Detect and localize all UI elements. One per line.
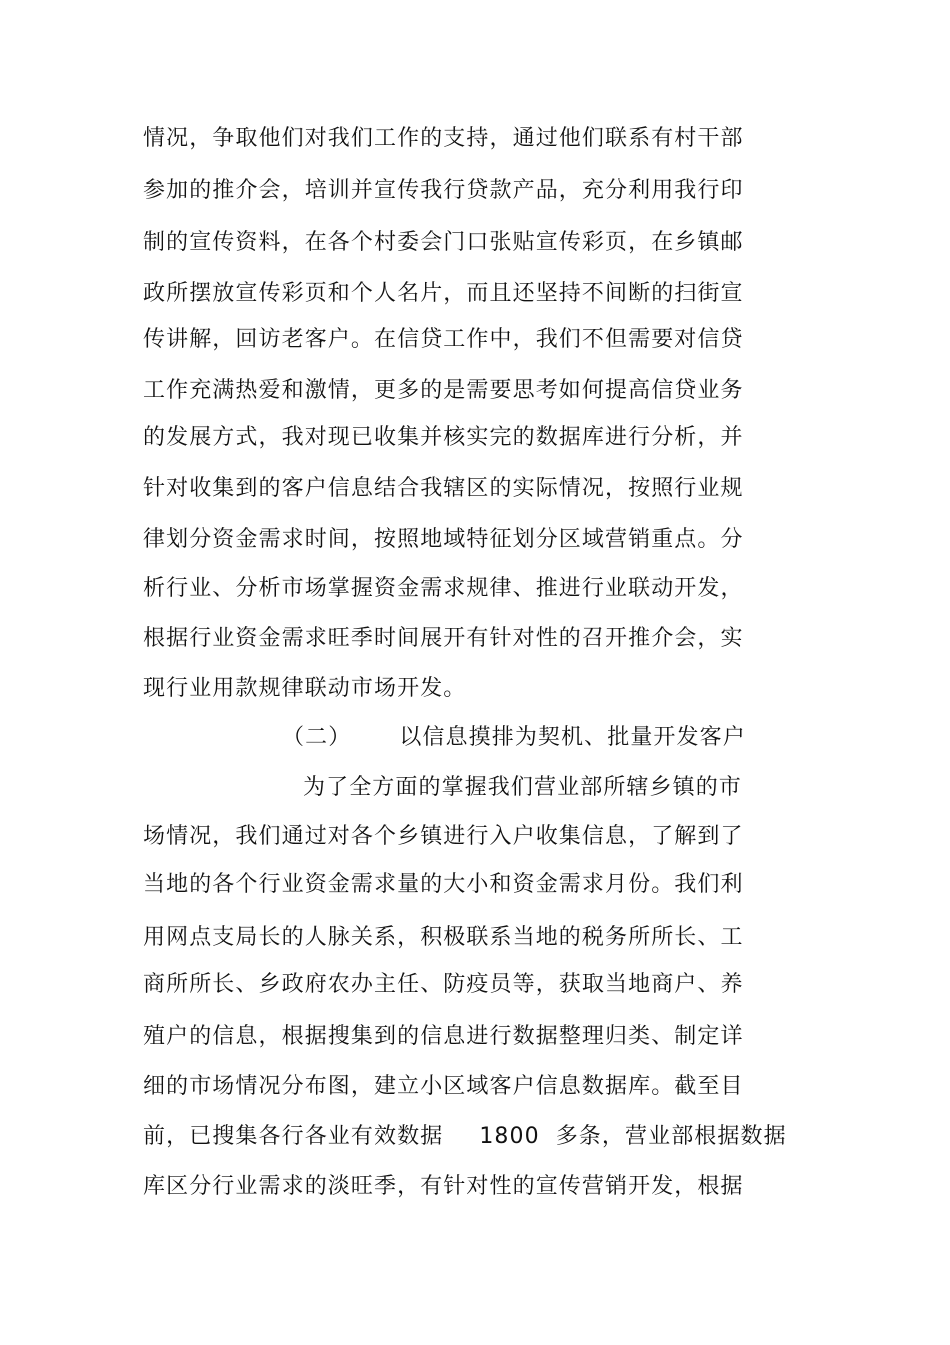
paragraph-line: 参加的推介会，培训并宣传我行贷款产品，充分利用我行印	[143, 178, 744, 203]
paragraph-line: 的发展方式，我对现已收集并核实完的数据库进行分析，并	[143, 425, 744, 450]
count-line-after: 多条，营业部根据数据	[555, 1124, 787, 1149]
paragraph-line-with-count	[143, 1122, 787, 1152]
section-heading	[282, 723, 746, 753]
paragraph-line: 析行业、分析市场掌握资金需求规律、推进行业联动开发，	[143, 576, 744, 601]
paragraph-line: 针对收集到的客户信息结合我辖区的实际情况，按照行业规	[143, 476, 744, 501]
paragraph-line: 传讲解，回访老客户。在信贷工作中，我们不但需要对信贷	[143, 327, 744, 352]
count-line-before: 前，已搜集各行各业有效数据	[143, 1124, 444, 1149]
paragraph-line: 政所摆放宣传彩页和个人名片，而且还坚持不间断的扫街宣	[143, 281, 744, 306]
paragraph-line: 根据行业资金需求旺季时间展开有针对性的召开推介会，实	[143, 626, 744, 651]
paragraph-line: 情况，争取他们对我们工作的支持，通过他们联系有村干部	[143, 126, 744, 151]
paragraph-line: 殖户的信息，根据搜集到的信息进行数据整理归类、制定详	[143, 1024, 744, 1049]
paragraph-line: 律划分资金需求时间，按照地域特征划分区域营销重点。分	[143, 527, 744, 552]
paragraph-line: 细的市场情况分布图，建立小区域客户信息数据库。截至目	[143, 1074, 744, 1099]
paragraph-first-line: 为了全方面的掌握我们营业部所辖乡镇的市	[303, 775, 742, 800]
paragraph-line: 商所所长、乡政府农办主任、防疫员等，获取当地商户、养	[143, 972, 744, 997]
paragraph-line: 当地的各个行业资金需求量的大小和资金需求月份。我们利	[143, 872, 744, 897]
paragraph-line: 库区分行业需求的淡旺季，有针对性的宣传营销开发，根据	[143, 1174, 744, 1199]
record-count: 1800	[479, 1124, 540, 1149]
section-number: （二）	[282, 725, 352, 750]
paragraph-line: 场情况，我们通过对各个乡镇进行入户收集信息，了解到了	[143, 824, 744, 849]
paragraph-line: 用网点支局长的人脉关系，积极联系当地的税务所所长、工	[143, 925, 744, 950]
paragraph-line: 制的宣传资料，在各个村委会门口张贴宣传彩页，在乡镇邮	[143, 230, 744, 255]
section-title: 以信息摸排为契机、批量开发客户	[399, 725, 746, 750]
paragraph-line: 工作充满热爱和激情，更多的是需要思考如何提高信贷业务	[143, 378, 744, 403]
paragraph-line: 现行业用款规律联动市场开发。	[143, 676, 467, 701]
